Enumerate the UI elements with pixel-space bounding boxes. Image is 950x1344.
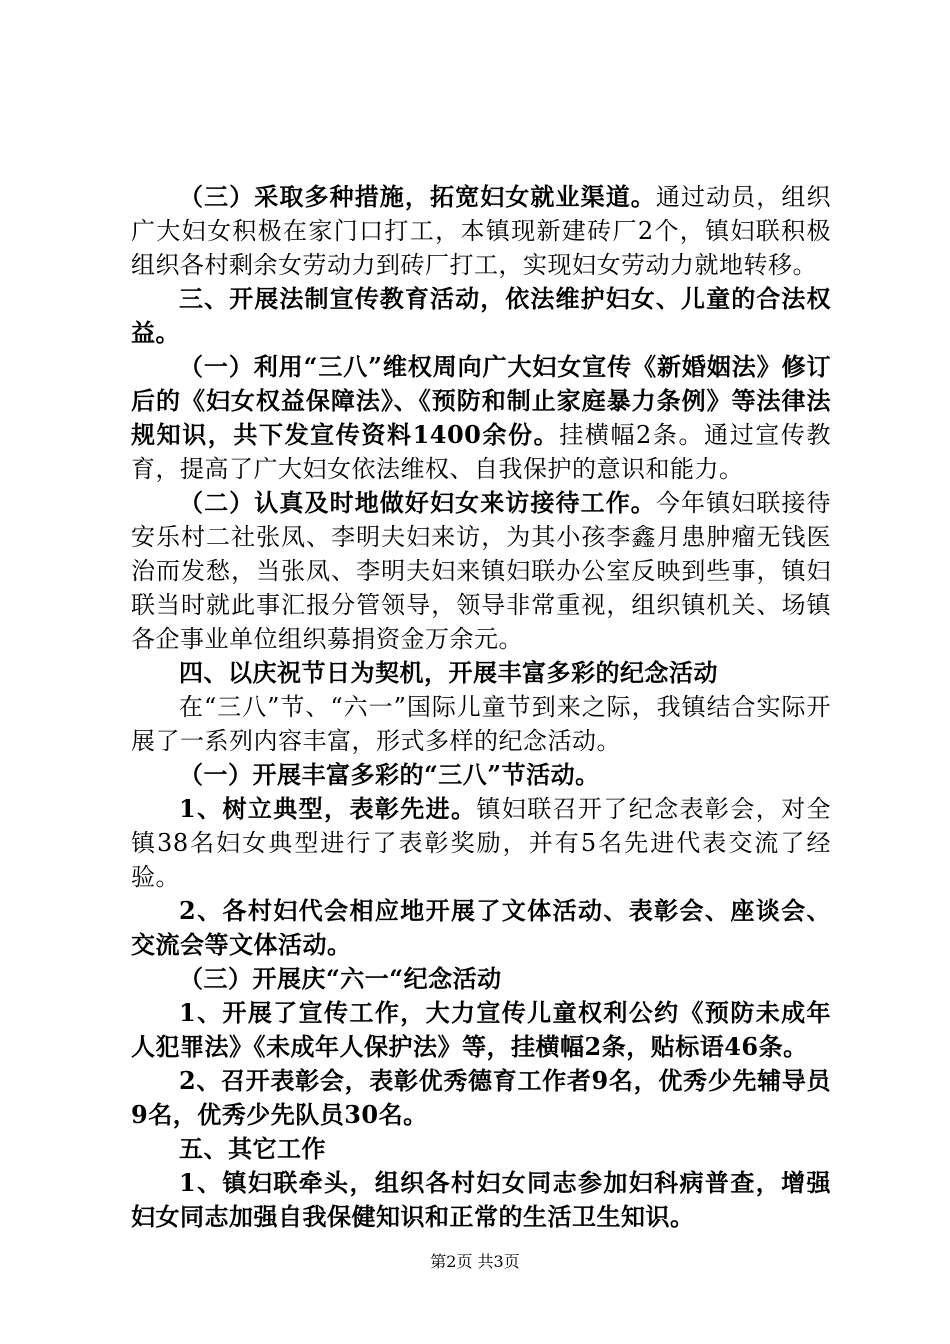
paragraph-text: 今年镇妇联接待安乐村二社张凤、李明夫妇来访，为其小孩李鑫月患肿瘤无钱医治而发愁，当张凤、李明夫妇来镇妇联办公室反映到些事，镇妇联当时就此事汇报分管领导，领导非常重视，组织镇机关、场镇各企事业单位组织募捐资金万余元。 <box>131 489 832 653</box>
section-heading-other-work: 五、其它工作 <box>179 1134 326 1163</box>
section-heading-festival-activities: 四、以庆祝节日为契机，开展丰富多彩的纪念活动 <box>179 658 718 687</box>
paragraph-publicity-work: 1、开展了宣传工作，大力宣传儿童权利公约《预防未成年人犯罪法》《未成年人保护法》等，挂横幅2条，贴标语46条。 <box>131 998 831 1061</box>
paragraph-lead: （三）采取多种措施，拓宽妇女就业渠道。 <box>179 182 656 211</box>
paragraph-village-activities: 2、各村妇代会相应地开展了文体活动、表彰会、座谈会、交流会等文体活动。 <box>131 896 831 959</box>
paragraph-health-screening: 1、镇妇联牵头，组织各村妇女同志参加妇科病普查，增强妇女同志加强自我保健知识和正常的生活卫生知识。 <box>131 1168 831 1231</box>
paragraph-commendation: 2、召开表彰会，表彰优秀德育工作者9名，优秀少先辅导员9名，优秀少先队员30名。 <box>131 1066 831 1129</box>
sub-heading-june1-activities: （三）开展庆“六一“纪念活动 <box>179 964 502 993</box>
page-footer <box>0 1252 950 1272</box>
sub-heading-march8-activities: （一）开展丰富多彩的“三八”节活动。 <box>179 760 600 789</box>
page-number: 第2页 共3页 <box>430 1252 520 1271</box>
paragraph-festival-intro: 在“三八”节、“六一”国际儿童节到来之际，我镇结合实际开展了一系列内容丰富，形式多样的纪念活动。 <box>131 693 831 755</box>
paragraph-employment-channels <box>131 180 831 282</box>
paragraph-march8-rights-week <box>131 350 831 486</box>
paragraph-visit-reception <box>131 486 831 656</box>
paragraph-text: 通过动员，组织广大妇女积极在家门口打工，本镇现新建砖厂2个，镇妇联积极组织各村剩余女劳动力到砖厂打工，实现妇女劳动力就地转移。 <box>131 183 832 279</box>
paragraph-lead: 1、树立典型，表彰先进。 <box>179 794 477 823</box>
section-heading-legal-education: 三、开展法制宣传教育活动，依法维护妇女、儿童的合法权益。 <box>131 284 831 347</box>
paragraph-text: 挂横幅2条。通过宣传教育，提高了广大妇女依法维权、自我保护的意识和能力。 <box>131 421 831 483</box>
paragraph-role-models <box>131 792 831 894</box>
document-body <box>131 180 831 1234</box>
paragraph-text: 镇妇联召开了纪念表彰会，对全镇38名妇女典型进行了表彰奖励，并有5名先进代表交流了经验。 <box>131 795 831 891</box>
paragraph-lead: （二）认真及时地做好妇女来访接待工作。 <box>179 488 656 517</box>
paragraph-lead: （一）利用“三八”维权周向广大妇女宣传《新婚姻法》修订后的《妇女权益保障法》、《预防和制止家庭暴力条例》等法律法规知识，共下发宣传资料1400余份。 <box>131 352 831 449</box>
